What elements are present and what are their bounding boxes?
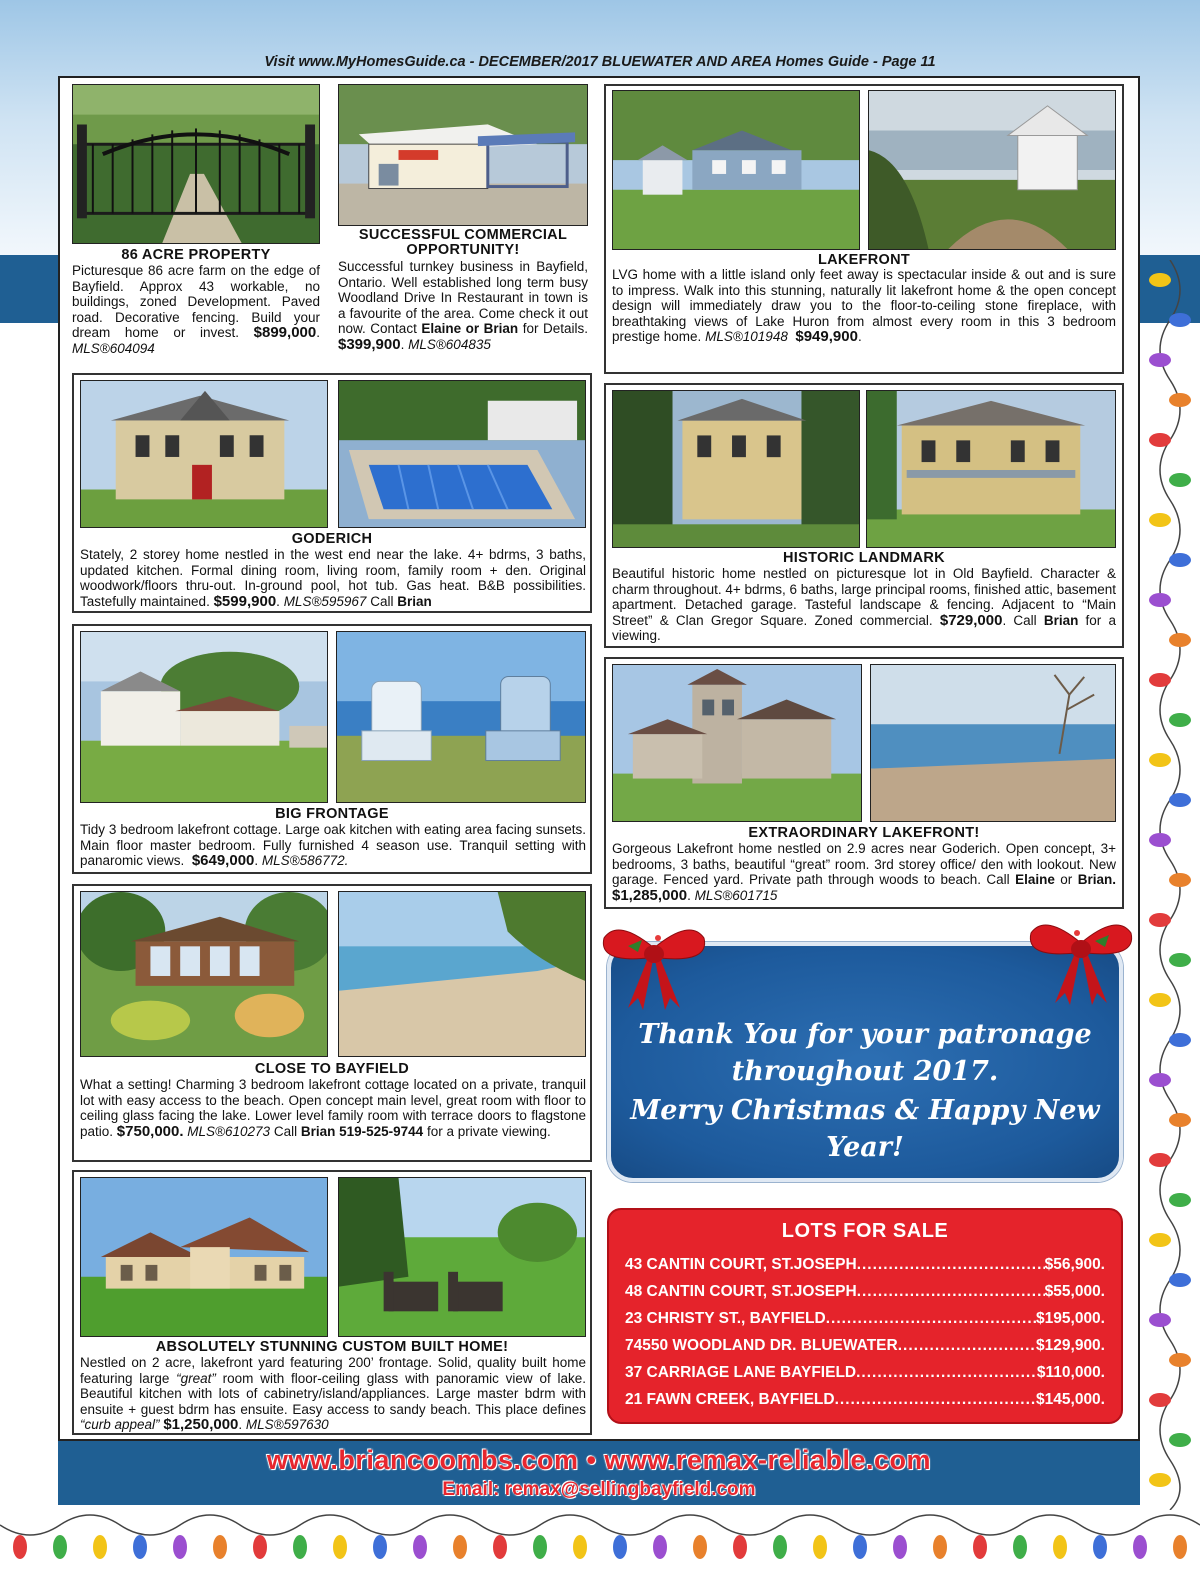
photo-extraordinary-house xyxy=(612,664,862,822)
lot-address: 37 CARRIAGE LANE BAYFIELD xyxy=(625,1364,857,1381)
light-bulb-icon xyxy=(1169,1433,1191,1447)
photo-lakefront-gazebo xyxy=(868,90,1116,250)
listing-price: $1,250,000 xyxy=(163,1416,239,1433)
listing-title-commercial-1: SUCCESSFUL COMMERCIAL xyxy=(358,227,568,243)
photo-gate xyxy=(72,84,320,244)
light-bulb-icon xyxy=(333,1535,347,1559)
light-bulb-icon xyxy=(1169,953,1191,967)
light-bulb-icon xyxy=(693,1535,707,1559)
lot-leader-dots xyxy=(857,1256,1045,1274)
light-bulb-icon xyxy=(1149,833,1171,847)
light-bulb-icon xyxy=(1149,273,1171,287)
listing-price: $649,000 xyxy=(191,852,255,869)
greeting-line-2: throughout 2017. xyxy=(731,1056,999,1087)
photo-extraordinary-beach xyxy=(870,664,1116,822)
listing-agent: Brian xyxy=(1043,612,1079,628)
listing-desc-1: Nestled on 2 acre, lakefront yard featuring 200’ frontage. Solid, quality built home featuring large xyxy=(80,1355,586,1386)
page-header: Visit www.MyHomesGuide.ca - DECEMBER/2017 BLUEWATER AND AREA Homes Guide - Page 11 xyxy=(264,54,936,70)
photo-bayfield-cottage xyxy=(80,891,328,1057)
light-bulb-icon xyxy=(1169,1353,1191,1367)
listing-body-goderich: Stately, 2 storey home nestled in the west end near the lake. 4+ bdrms, 3 baths, updated kitchen. Formal dining room, living room, family room + den. Original woodwork/floors thru-out. In-ground pool, hot tub. Gas heat. B&B possibilities. Tastefully maintained. $599,900. MLS®595967 Call Brian xyxy=(80,547,586,610)
listing-after: for a private viewing. xyxy=(426,1123,551,1139)
light-bulb-icon xyxy=(1149,593,1171,607)
listing-mls: MLS®586772. xyxy=(261,853,349,868)
listing-body-frontage: Tidy 3 bedroom lakefront cottage. Large oak kitchen with eating area facing sunsets. Main floor master bedroom. Fully furnished 4 season use. Tranquil setting with panaromic views. $649,000. MLS®586772. xyxy=(80,822,586,869)
lot-row xyxy=(625,1337,1105,1355)
listing-call: Call xyxy=(1013,612,1037,628)
lot-address: 74550 WOODLAND DR. BLUEWATER xyxy=(625,1337,898,1354)
light-bulb-icon xyxy=(533,1535,547,1559)
listing-title-custom: ABSOLUTELY STUNNING CUSTOM BUILT HOME! xyxy=(155,1339,509,1355)
light-bulb-icon xyxy=(1169,1033,1191,1047)
light-bulb-icon xyxy=(1149,513,1171,527)
listing-body-86-acre: Picturesque 86 acre farm on the edge of Bayfield. Approx 43 workable, no buildings, zoned Development. Paved road. Decorative fencing. Build your dream home or invest. $899,000. MLS®604094 xyxy=(72,263,320,356)
light-bulb-icon xyxy=(253,1535,267,1559)
photo-frontage-cottage xyxy=(80,631,328,803)
light-bulb-icon xyxy=(213,1535,227,1559)
photo-custom-house xyxy=(80,1177,328,1337)
listing-desc: Successful turnkey business in Bayfield, Ontario. Well established long term busy Woodland Drive In Restaurant in town is a favourite of the area. Come check it out now. Contact xyxy=(338,259,588,336)
listing-price: $729,000 xyxy=(939,611,1003,629)
lot-row xyxy=(625,1310,1105,1328)
light-bulb-icon xyxy=(493,1535,507,1559)
listing-body-custom: Nestled on 2 acre, lakefront yard featuring 200’ frontage. Solid, quality built home featuring large “great” room with floor-ceiling glass with panoramic view of lake. Beautiful kitchen with lots of cabinetry/island/appliances. Large master bdrm with ensuite + guest bdrm has ensuite. Easy access to sandy beach. This place defines “curb appeal” $1,250,000. MLS®597630 xyxy=(80,1355,586,1433)
light-bulb-icon xyxy=(933,1535,947,1559)
listing-body-historic: Beautiful historic home nestled on picturesque lot in Old Bayfield. Character & charm throughout. 4+ bdrms, 6 baths, large principal rooms, finished attic, basement apartment. Detached garage. Tasteful landscape & fencing. Adjacent to “Main Street” & Clan Gregor Square. Zoned commercial. $729,000. Call Brian for a viewing. xyxy=(612,566,1116,643)
light-bulb-icon xyxy=(1149,993,1171,1007)
light-bulb-icon xyxy=(893,1535,907,1559)
light-bulb-icon xyxy=(1149,353,1171,367)
listing-call: Call xyxy=(273,1123,298,1139)
listing-desc: Beautiful historic home nestled on picturesque lot in Old Bayfield. Character & charm throughout. 4+ bdrms, 6 baths, large principal rooms, finished attic, basement apartment. Detached garage. Tasteful landscape & fencing. Adjacent to “Main Street” & Clan Gregor Square. Zoned commercial. xyxy=(612,566,1116,628)
light-bulb-icon xyxy=(1149,1073,1171,1087)
light-bulb-icon xyxy=(1149,433,1171,447)
listing-mls: MLS®595967 xyxy=(283,593,367,609)
listing-or: or xyxy=(1060,872,1073,887)
lot-address: 21 FAWN CREEK, BAYFIELD xyxy=(625,1391,835,1408)
light-bulb-icon xyxy=(453,1535,467,1559)
lot-price: $145,000. xyxy=(1036,1391,1105,1408)
photo-goderich-pool xyxy=(338,380,586,528)
listing-title-86-acre: 86 ACRE PROPERTY xyxy=(121,247,271,263)
photo-historic-2 xyxy=(866,390,1116,548)
listing-title-goderich: GODERICH xyxy=(291,531,373,547)
light-bulb-icon xyxy=(1169,713,1191,727)
listing-desc: LVG home with a little island only feet away is spectacular inside & out and is sure to impress. Walk into this stunning, naturally lit lakefront home & the open concept design will immediately draw you to the floor-to-ceiling stone fireplace, with breathtaking views of Lake Huron from almost every room in this 3 bedroom prestige home. xyxy=(612,267,1116,344)
light-bulb-icon xyxy=(733,1535,747,1559)
light-bulb-icon xyxy=(773,1535,787,1559)
lot-price: $110,000. xyxy=(1036,1364,1105,1381)
christmas-lights-icon xyxy=(1140,260,1200,1510)
listing-mls: MLS®604835 xyxy=(408,336,491,352)
listing-desc: Gorgeous Lakefront home nestled on 2.9 acres near Goderich. Open concept, 3+ bedrooms, 3 baths, beautiful “great” room. 3rd storey office/ den with lookout. New garage. Fenced yard. Private path through woods to beach. Call xyxy=(612,841,1116,887)
light-bulb-icon xyxy=(1149,753,1171,767)
red-bow-icon xyxy=(598,918,710,1010)
light-bulb-icon xyxy=(1169,1193,1191,1207)
light-bulb-icon xyxy=(1149,1473,1171,1487)
listing-title-bayfield: CLOSE TO BAYFIELD xyxy=(254,1061,410,1077)
photo-historic-1 xyxy=(612,390,860,548)
listing-price: $949,900 xyxy=(795,328,858,345)
greeting-line-1: Thank You for your patronage xyxy=(638,1019,1092,1050)
light-bulb-icon xyxy=(133,1535,147,1559)
light-bulb-icon xyxy=(1169,553,1191,567)
lot-row xyxy=(625,1256,1105,1274)
light-bulb-icon xyxy=(813,1535,827,1559)
listing-after: for a viewing. xyxy=(612,612,1116,643)
listing-great: “great” xyxy=(176,1370,216,1386)
light-bulb-icon xyxy=(613,1535,627,1559)
photo-lakefront-house xyxy=(612,90,860,250)
listing-desc-2: room with floor-ceiling glass with panoramic view of lake. Beautiful kitchen with lots of cabinetry/island/appliances. Large master bdrm with ensuite + guest bdrm has ensuite. Easy access to sandy beach. This place defines xyxy=(80,1370,586,1417)
listing-mls: MLS®610273 xyxy=(187,1123,271,1139)
lot-price: $55,000. xyxy=(1044,1283,1105,1300)
lot-leader-dots xyxy=(857,1283,1045,1301)
listing-title-frontage: BIG FRONTAGE xyxy=(275,806,389,822)
listing-desc: Stately, 2 storey home nestled in the west end near the lake. 4+ bdrms, 3 baths, updated kitchen. Formal dining room, living room, family room + den. Original woodwork/floors thru-out. In-ground pool, hot tub. Gas heat. B&B possibilities. Tastefully maintained. xyxy=(80,547,586,609)
listing-desc: What a setting! Charming 3 bedroom lakefront cottage located on a private, tranquil lot with easy access to the beach. Open concept main level, great room with floor to ceiling glass facing the lake. Lower level family room with terrace doors to flagstone patio. xyxy=(80,1077,586,1139)
light-bulb-icon xyxy=(1013,1535,1027,1559)
lot-leader-dots xyxy=(835,1391,1036,1409)
listing-price: $899,000 xyxy=(253,324,317,341)
listing-contact-after: for Details. xyxy=(522,321,589,336)
lot-price: $129,900. xyxy=(1036,1337,1105,1354)
lot-row xyxy=(625,1391,1105,1409)
lot-address: 48 CANTIN COURT, ST.JOSEPH xyxy=(625,1283,857,1300)
light-bulb-icon xyxy=(1169,1273,1191,1287)
light-bulb-icon xyxy=(1169,793,1191,807)
footer-band xyxy=(58,1441,1140,1505)
christmas-lights-icon xyxy=(0,1505,1200,1575)
light-bulb-icon xyxy=(973,1535,987,1559)
listing-desc: Tidy 3 bedroom lakefront cottage. Large oak kitchen with eating area facing sunsets. Main floor master bedroom. Fully furnished 4 season use. Tranquil setting with panaromic views. xyxy=(80,822,586,868)
light-bulb-icon xyxy=(1133,1535,1147,1559)
light-bulb-icon xyxy=(293,1535,307,1559)
light-bulb-icon xyxy=(1169,473,1191,487)
lot-price: $56,900. xyxy=(1044,1256,1105,1273)
listing-title-historic: HISTORIC LANDMARK xyxy=(783,550,945,566)
listing-agent-2: Brian. xyxy=(1077,872,1116,887)
lot-price: $195,000. xyxy=(1036,1310,1105,1327)
light-bulb-icon xyxy=(373,1535,387,1559)
red-bow-icon xyxy=(1025,913,1137,1005)
light-bulb-icon xyxy=(93,1535,107,1559)
light-bulb-icon xyxy=(1093,1535,1107,1559)
light-bulb-icon xyxy=(653,1535,667,1559)
lot-address: 23 CHRISTY ST., BAYFIELD xyxy=(625,1310,826,1327)
lots-for-sale xyxy=(607,1208,1123,1424)
photo-restaurant xyxy=(338,84,588,226)
listing-body-bayfield xyxy=(80,1077,586,1139)
light-bulb-icon xyxy=(573,1535,587,1559)
light-bulb-icon xyxy=(1169,393,1191,407)
lot-leader-dots xyxy=(856,1364,1037,1382)
listing-curb: “curb appeal” xyxy=(80,1417,160,1432)
lot-leader-dots xyxy=(898,1337,1036,1355)
light-bulb-icon xyxy=(13,1535,27,1559)
listing-body-extraordinary: Gorgeous Lakefront home nestled on 2.9 acres near Goderich. Open concept, 3+ bedrooms, 3 baths, beautiful “great” room. 3rd storey office/ den with lookout. New garage. Fenced yard. Private path through woods to beach. Call Elaine or Brian. $1,285,000. MLS®601715 xyxy=(612,841,1116,904)
light-bulb-icon xyxy=(53,1535,67,1559)
lot-address: 43 CANTIN COURT, ST.JOSEPH xyxy=(625,1256,857,1273)
light-bulb-icon xyxy=(1149,1233,1171,1247)
light-bulb-icon xyxy=(1169,1113,1191,1127)
light-bulb-icon xyxy=(1169,873,1191,887)
listing-body-commercial: Successful turnkey business in Bayfield, Ontario. Well established long term busy Woodland Drive In Restaurant in town is a favourite of the area. Come check it out now. Contact Elaine or Brian for Details. $399,900. MLS®604835 xyxy=(338,259,589,353)
photo-goderich-house xyxy=(80,380,328,528)
listing-contact: Elaine or Brian xyxy=(421,321,519,336)
listing-price: $1,285,000 xyxy=(612,886,688,904)
photo-bayfield-beach xyxy=(338,891,586,1057)
light-bulb-icon xyxy=(1149,1393,1171,1407)
lots-title: LOTS FOR SALE xyxy=(781,1220,949,1242)
listing-agent-1: Elaine xyxy=(1015,872,1055,887)
light-bulb-icon xyxy=(1169,633,1191,647)
light-bulb-icon xyxy=(1173,1535,1187,1559)
listing-body-lakefront: LVG home with a little island only feet away is spectacular inside & out and is sure to impress. Walk into this stunning, naturally lit lakefront home & the open concept design will immediately draw you to the floor-to-ceiling stone fireplace, with breathtaking views of Lake Huron from almost every room in this 3 bedroom prestige home. MLS®101948 $949,900. xyxy=(612,267,1116,345)
photo-custom-yard xyxy=(338,1177,586,1337)
listing-price: $399,900 xyxy=(338,335,401,353)
listing-mls: MLS®101948 xyxy=(705,329,788,344)
footer-websites[interactable]: www.briancoombs.com • www.remax-reliable.com xyxy=(266,1445,932,1475)
listing-call: Call xyxy=(370,593,394,609)
light-bulb-icon xyxy=(173,1535,187,1559)
light-bulb-icon xyxy=(1149,1313,1171,1327)
listing-mls: MLS®601715 xyxy=(694,887,778,903)
photo-frontage-chairs xyxy=(336,631,586,803)
greeting-line-3: Merry Christmas & Happy New Year! xyxy=(630,1095,1100,1163)
light-bulb-icon xyxy=(853,1535,867,1559)
listing-desc: Picturesque 86 acre farm on the edge of Bayfield. Approx 43 workable, no buildings, zoned Development. Paved road. Decorative fencing. Build your dream home or invest. xyxy=(72,263,320,340)
listing-agent: Brian xyxy=(397,593,432,609)
light-bulb-icon xyxy=(1149,913,1171,927)
light-bulb-icon xyxy=(1053,1535,1067,1559)
listing-mls: MLS®604094 xyxy=(72,340,155,356)
listing-title-commercial-2: OPPORTUNITY! xyxy=(406,242,520,258)
light-bulb-icon xyxy=(1169,313,1191,327)
listing-price: $750,000. xyxy=(116,1122,184,1140)
lot-leader-dots xyxy=(826,1310,1036,1328)
listing-mls: MLS®597630 xyxy=(245,1417,329,1432)
listing-title-extraordinary: EXTRAORDINARY LAKEFRONT! xyxy=(748,825,980,841)
lot-row xyxy=(625,1364,1105,1382)
listing-title-lakefront: LAKEFRONT xyxy=(817,252,911,268)
light-bulb-icon xyxy=(413,1535,427,1559)
footer-email[interactable]: Email: remax@sellingbayfield.com xyxy=(442,1479,756,1500)
lot-row xyxy=(625,1283,1105,1301)
listing-price: $599,900 xyxy=(213,592,277,610)
light-bulb-icon xyxy=(1149,673,1171,687)
listing-agent: Brian 519-525-9744 xyxy=(300,1123,424,1139)
light-bulb-icon xyxy=(1149,1153,1171,1167)
